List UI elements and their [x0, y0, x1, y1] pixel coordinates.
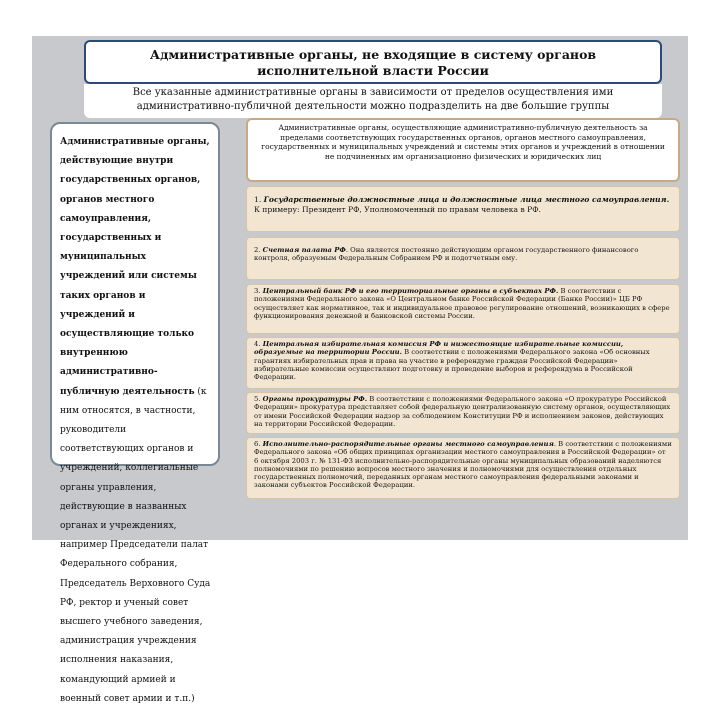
category-item-2	[246, 237, 680, 280]
intro-text	[84, 86, 662, 114]
intro-line-2: административно-публичной деятельности можно подразделить на две большие группы	[136, 101, 610, 112]
internal-organs-examples: (к ним относятся, в частности, руководители соответствующих органов и учреждений, коллегиальные органы управления, действующие в названных органах и учреждениях, например Председатели палат Федерального собрания, Председатель Верховного Суда РФ, ректор и ученый совет высшего учебного заведения, администрация учреждения исполнения наказания, командующий армией и военный совет армии и т.п.)	[60, 386, 211, 704]
title-line-2: исполнительной власти России	[257, 63, 489, 78]
category-number: 5.	[254, 395, 261, 403]
category-item-6	[246, 437, 680, 499]
internal-organs-heading: Административные органы, действующие внутри государственных органов, органов местного самоуправления, государственных и муниципальных учреждений или системы таких органов и учреждений и осуществляющие только внутреннюю административно-публичную деятельность	[60, 137, 210, 397]
intro-line-1: Все указанные административные органы в зависимости от пределов осуществления ими	[132, 87, 614, 98]
category-item-1	[246, 186, 680, 232]
category-body: . В соответствии с положениями Федерального закона «Об общих принципах организации местного самоуправления в Российской Федерации» от 6 октября 2003 г. № 131-ФЗ исполнительно-распорядительные органы муниципальных образований наделяются полномочиями по решению вопросов местного значения и полномочиями для осуществления отдельных государственных полномочий, переданных органам местного самоуправления федеральными законами и законами субъектов Российской Федерации.	[254, 440, 672, 490]
external-organs-heading: Административные органы, осуществляющие административно-публичную деятельность за пределами соответствующих государственных органов, органов местного самоуправления, государственных и муниципальных учреждений и системы этих органов и учреждений в отношении не подчиненных им организационно физических и юридических лиц	[261, 123, 665, 161]
external-organs-box	[246, 118, 680, 182]
intro-box	[84, 84, 662, 118]
category-number: 6.	[254, 440, 261, 448]
category-body: К примеру: Президент РФ, Уполномоченный по правам человека в РФ.	[254, 205, 541, 214]
title-box	[84, 40, 662, 84]
category-number: 3.	[254, 287, 261, 295]
category-item-5	[246, 392, 680, 434]
category-heading: Органы прокуратуры РФ.	[262, 395, 368, 403]
title-line-1: Административные органы, не входящие в систему органов	[149, 47, 597, 62]
category-heading: Центральный банк РФ и его территориальные органы в субъектах РФ.	[262, 287, 559, 295]
category-body: В соответствии с положениями Федерального закона «О прокуратуре Российской Федерации» прокуратура представляет собой федеральную централизованную систему органов, осуществляющих от имени Российской Федерации надзор за соблюдением Конституции РФ и исполнением законов, действующих на территории Российской Федерации.	[254, 395, 671, 428]
category-number: 4.	[254, 340, 261, 348]
category-body: В соответствии с положениями Федерального закона «О Центральном банке Российской Федерации (Банке России)» ЦБ РФ осуществляет как нормативное, так и индивидуальное правовое регулирование отношений, возникающих в сфере функционирования денежной и банковской системы России.	[254, 287, 670, 320]
category-item-3	[246, 284, 680, 334]
category-heading: Центральная избирательная комиссия РФ и нижестоящие избирательные комиссии, образуемые на территории России.	[254, 340, 624, 357]
category-item-4	[246, 337, 680, 389]
category-number: 2.	[254, 246, 261, 254]
category-body: В соответствии с положениями Федерального закона «Об основных гарантиях избирательных прав и права на участие в референдуме граждан Российской Федерации» избирательные комиссии осуществляют подготовку и проведение выборов и референдума в Российской Федерации.	[254, 348, 650, 382]
page-title	[86, 47, 660, 79]
category-heading: Государственные должностные лица и должностные лица местного самоуправления.	[263, 195, 670, 204]
internal-organs-box	[50, 122, 220, 704]
category-number: 1.	[254, 195, 262, 204]
category-body: . Она является постоянно действующим органом государственного финансового контроля, образуемым Федеральным Собранием РФ и подотчетным ему.	[254, 246, 639, 263]
category-heading: Счетная палата РФ	[262, 246, 346, 254]
category-heading: Исполнительно-распорядительные органы местного самоуправления	[262, 440, 554, 448]
